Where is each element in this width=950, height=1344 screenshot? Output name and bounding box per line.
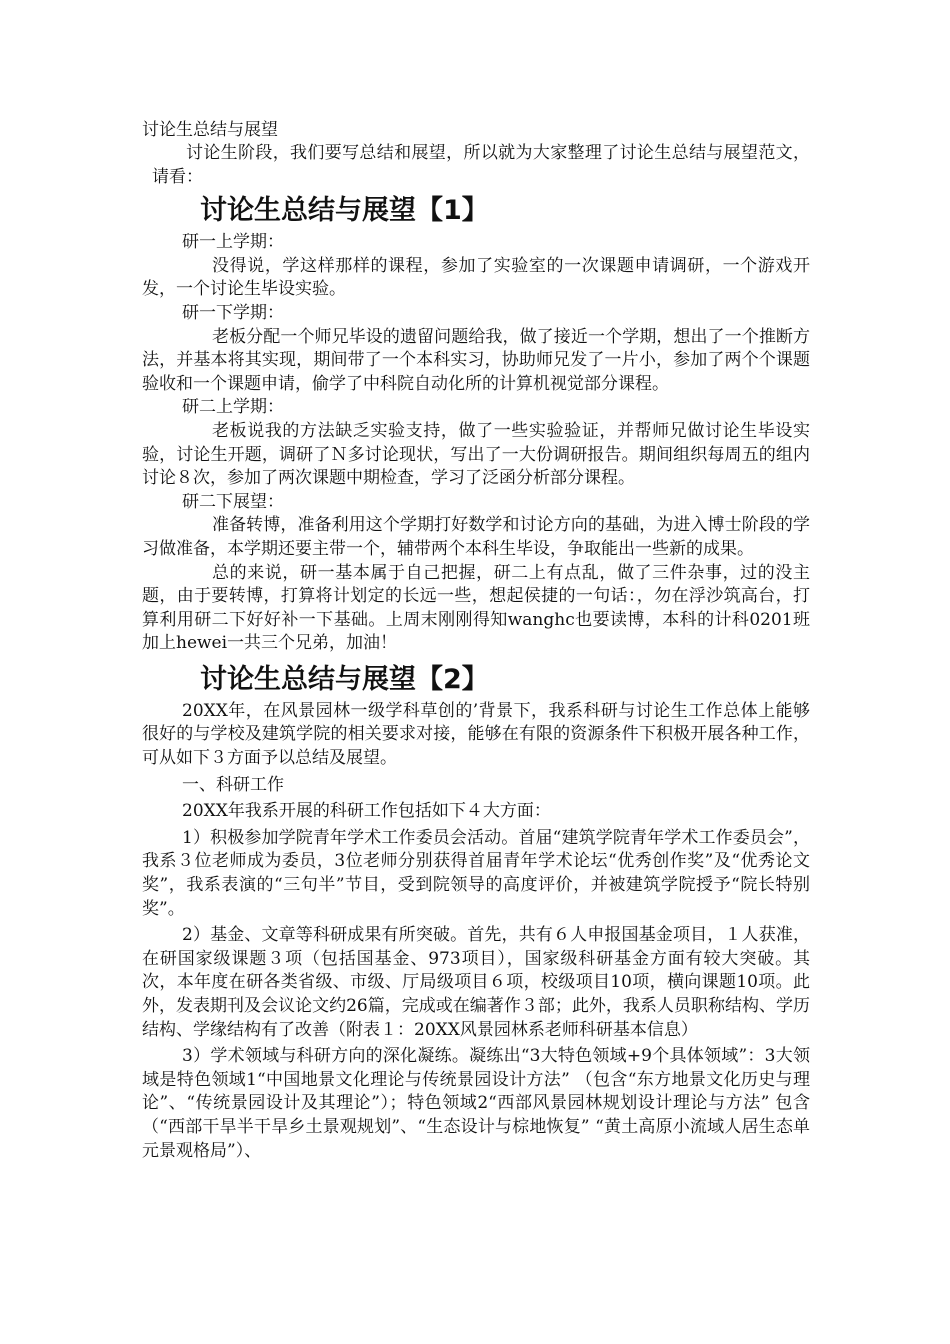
semester-text-1: 没得说，学这样那样的课程，参加了实验室的一次课题申请调研，一个游戏开发，一个讨论生毕设实验。 bbox=[142, 255, 810, 300]
research-item-1: 1）积极参加学院青年学术工作委员会活动。首届“建筑学院青年学术工作委员会”，我系３位老师成为委员，3位老师分别获得首届青年学术论坛“优秀创作奖”及“优秀论文奖”，我系表演的“三句半”节目，受到院领导的高度评价，并被建筑学院授予“院长特别奖”。 bbox=[142, 827, 810, 919]
section2-intro: 20XX年，在风景园林一级学科草创的’背景下，我系科研与讨论生工作总体上能够很好的与学校及建筑学院的相关要求对接，能够在有限的资源条件下积极开展各种工作，可从如下３方面予以总结及展望。 bbox=[142, 700, 810, 769]
research-item-3: 3）学术领域与科研方向的深化凝练。凝练出“3大特色领域+9个具体领域”：3大领域是特色领域1“中国地景文化理论与传统景园设计方法” （包含“东方地景文化历史与理论”、“传统景园设计及其理论”）；特色领域2“西部风景园林规划设计理论与方法” 包含（“西部干旱半干旱乡土景观规划”、“生态设计与棕地恢复” “黄土高原小流域人居生态单元景观格局”）、 bbox=[142, 1046, 810, 1161]
research-work-intro: 20XX年我系开展的科研工作包括如下４大方面： bbox=[182, 801, 551, 822]
summary-paragraph: 总的来说，研一基本属于自己把握，研二上有点乱，做了三件杂事，过的没主题，由于要转博，打算将计划定的长远一些，想起侯捷的一句话：，勿在浮沙筑高台，打算利用研二下好好补一下基础。上周末刚刚得知wanghc也要读博，本科的计科0201班加上hewei一共三个兄弟，加油！ bbox=[142, 562, 810, 654]
semester-label-3: 研二上学期： bbox=[182, 397, 284, 418]
semester-text-4: 准备转博，准备利用这个学期打好数学和讨论方向的基础，为进入博士阶段的学习做准备，本学期还要主带一个，辅带两个本科生毕设，争取能出一些新的成果。 bbox=[142, 515, 810, 559]
research-work-heading: 一、科研工作 bbox=[182, 774, 284, 795]
document-body bbox=[142, 118, 810, 1163]
semester-text-3: 老板说我的方法缺乏实验支持，做了一些实验验证，并帮师兄做讨论生毕设实验，讨论生开题，调研了Ｎ多讨论现状，写出了一大份调研报告。期间组织每周五的组内讨论８次，参加了两次课题中期检查，学习了泛函分析部分课程。 bbox=[142, 420, 810, 489]
semester-label-2: 研一下学期： bbox=[182, 302, 284, 323]
semester-label-1: 研一上学期： bbox=[182, 232, 284, 253]
semester-label-4: 研二下展望： bbox=[182, 491, 284, 512]
intro-paragraph: 讨论生阶段，我们要写总结和展望，所以就为大家整理了讨论生总结与展望范文，请看： bbox=[152, 143, 810, 187]
section-heading-2: 讨论生总结与展望【2】 bbox=[200, 663, 489, 695]
document-title: 讨论生总结与展望 bbox=[142, 120, 278, 140]
research-item-2: 2）基金、文章等科研成果有所突破。首先，共有６人申报国基金项目，１人获准，在研国家级课题３项（包括国基金、973项目），国家级科研基金方面有较大突破。其次，本年度在研各类省级、市级、厅局级项目６项，校级项目10项，横向课题10项。此外，发表期刊及会议论文约26篇，完成或在编著作３部；此外，我系人员职称结构、学历结构、学缘结构有了改善（附表１：20XX风景园林系老师科研基本信息） bbox=[142, 925, 810, 1040]
semester-text-2: 老板分配一个师兄毕设的遗留问题给我，做了接近一个学期，想出了一个推断方法，并基本将其实现，期间带了一个本科实习，协助师兄发了一片小，参加了两个个课题验收和一个课题申请，偷学了中科院自动化所的计算机视觉部分课程。 bbox=[142, 326, 810, 394]
section-heading-1: 讨论生总结与展望【1】 bbox=[200, 195, 489, 227]
